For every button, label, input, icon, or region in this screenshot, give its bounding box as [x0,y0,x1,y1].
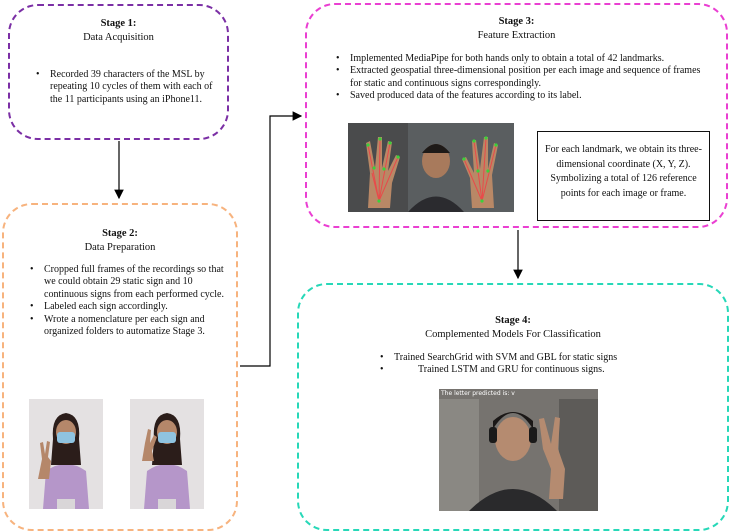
stage-3-bullets [334,53,714,103]
stage-1-subtitle: Data Acquisition [83,32,154,43]
arrow-stage2-to-stage3 [240,116,301,366]
bullet-item: • Cropped full frames of the recordings so that we could obtain 29 static sign and 10 continuous signs from each performed cycle. [28,264,232,301]
bullet-item: • Trained SearchGrid with SVM and GBL for static signs [378,352,698,364]
stage-2-bullets [28,264,232,338]
stage-4-subtitle: Complemented Models For Classification [425,329,601,340]
stage-2-heading: Stage 2: [102,228,138,239]
stage-4-title [299,314,727,342]
participant-photo-2 [130,399,204,509]
stage-3-heading: Stage 3: [498,16,535,27]
stage-3-title [307,15,726,43]
stage-1-bullets [34,69,224,106]
stage-1-heading: Stage 1: [100,18,137,29]
stage-1-box [8,4,229,140]
mediapipe-landmarks-photo [348,123,514,212]
bullet-item: • Wrote a nomenclature per each sign and organized folders to automatize Stage 3. [28,314,232,339]
stage-2-box [2,203,238,531]
bullet-item: • Implemented MediaPipe for both hands only to obtain a total of 42 landmarks. [334,53,714,65]
prediction-photo [439,389,598,511]
stage-2-subtitle: Data Preparation [84,242,156,253]
bullet-item: • Trained LSTM and GRU for continuous signs. [378,364,698,376]
stage-4-box [297,283,729,531]
prediction-overlay-label: The letter predicted is: v [441,390,515,397]
stage-2-title [4,227,236,255]
participant-photo-1 [29,399,103,509]
bullet-item: • Saved produced data of the features according to its label. [334,90,714,102]
stage-1-title [10,17,227,45]
bullet-item: • Recorded 39 characters of the MSL by repeating 10 cycles of them with each of the 11 participants using an iPhone11. [34,69,224,106]
bullet-item: • Extracted geospatial three-dimensional position per each image and sequence of frames for static and continuous signs correspondingly. [334,65,714,90]
bullet-item: • Labeled each sign accordingly. [28,301,232,313]
stage-3-subtitle: Feature Extraction [477,30,556,41]
landmark-callout: For each landmark, we obtain its three-dimensional coordinate (X, Y, Z). Symbolizing a total of 126 reference points for each image or frame. [537,131,710,221]
stage-4-heading: Stage 4: [495,315,531,326]
stage-4-bullets [378,352,698,377]
